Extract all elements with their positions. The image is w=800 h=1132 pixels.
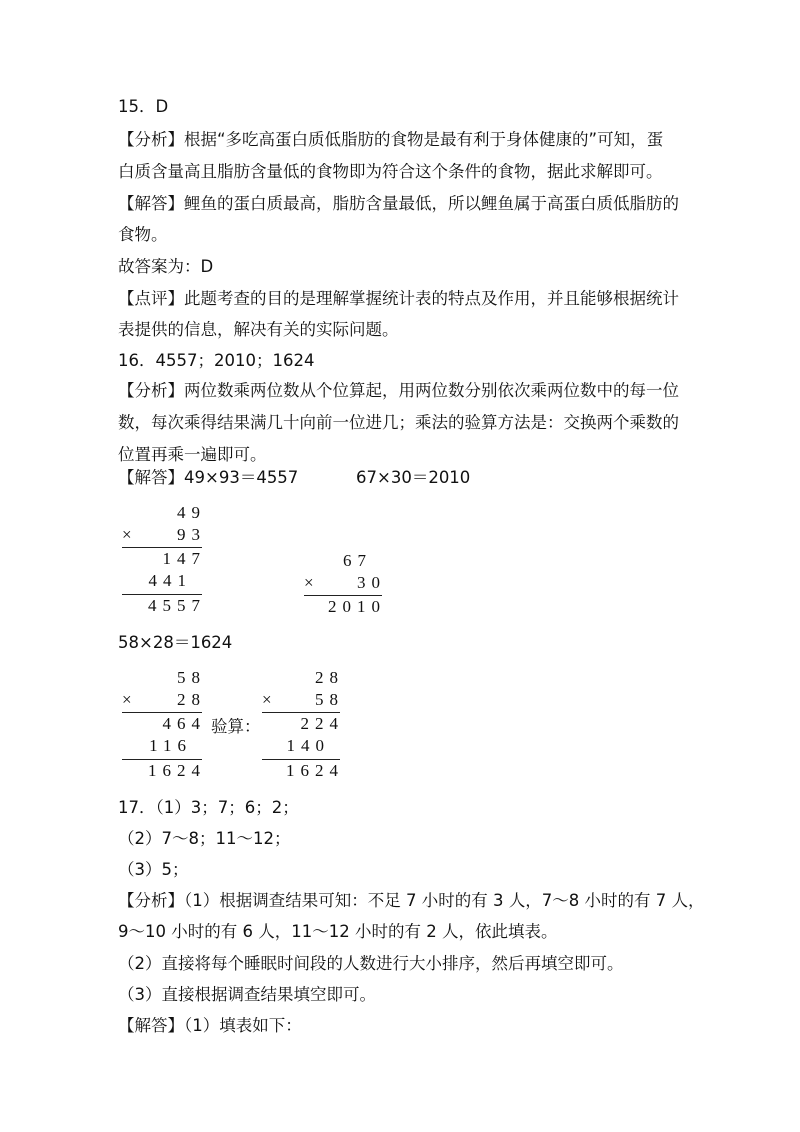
- check-label: 验算：: [211, 717, 261, 736]
- calc-result: 4557: [148, 596, 206, 615]
- q16-answer: 16．4557；2010；1624: [118, 351, 315, 370]
- calc-multiplier: 28: [177, 690, 206, 709]
- q16-solution-eq2: 67×30＝2010: [356, 468, 471, 487]
- calc-multiplicand: 58: [177, 668, 206, 687]
- vertical-calc-67x30: [304, 550, 386, 616]
- q15-solution-line1: 【解答】鲤鱼的蛋白质最高，脂肪含量最低，所以鲤鱼属于高蛋白质低脂肪的: [118, 194, 679, 213]
- multiply-sign: ×: [304, 573, 314, 592]
- calc-result: 2010: [328, 597, 386, 616]
- calc-partial-1: 464: [162, 714, 206, 733]
- q17-analysis-line2: 9～10 小时的有 6 人，11～12 小时的有 2 人，依此填表。: [118, 922, 558, 941]
- q15-solution-line2: 食物。: [118, 225, 168, 244]
- calc-partial-1: 147: [162, 549, 206, 568]
- calc-partial-1: 224: [300, 714, 344, 733]
- q17-answer-3: （3）5；: [118, 860, 189, 879]
- calc-multiplier: 30: [357, 573, 386, 592]
- q15-comment-line2: 表提供的信息，解决有关的实际问题。: [118, 320, 399, 339]
- calc-partial-2: 441: [148, 571, 192, 590]
- q17-analysis-line1: 【分析】（1）根据调查结果可知：不足 7 小时的有 3 人，7～8 小时的有 7 人，: [118, 891, 705, 910]
- q15-final-answer: 故答案为：D: [118, 257, 214, 276]
- multiply-sign: ×: [262, 690, 272, 709]
- q17-answer-2: （2）7～8；11～12；: [118, 829, 291, 848]
- q15-comment-line1: 【点评】此题考查的目的是理解掌握统计表的特点及作用，并且能够根据统计: [118, 289, 679, 308]
- q15-analysis-line2: 白质含量高且脂肪含量低的食物即为符合这个条件的食物，据此求解即可。: [118, 162, 663, 181]
- calc-multiplicand: 49: [177, 503, 206, 522]
- q17-solution: 【解答】（1）填表如下：: [118, 1016, 302, 1035]
- q15-answer: 15．D: [118, 97, 169, 116]
- q15-analysis-line1: 【分析】根据“多吃高蛋白质低脂肪的食物是最有利于身体健康的”可知，蛋: [118, 130, 664, 149]
- calc-partial-2: 116: [149, 736, 192, 755]
- q17-analysis-line4: （3）直接根据调查结果填空即可。: [118, 985, 376, 1004]
- calc-multiplier: 93: [177, 525, 206, 544]
- vertical-calc-49x93: [122, 502, 206, 614]
- q16-solution-eq1: 【解答】49×93＝4557: [118, 468, 299, 487]
- calc-result: 1624: [286, 761, 344, 780]
- q17-answer-1: 17．（1）3；7；6；2；: [118, 798, 299, 817]
- calc-multiplicand: 67: [343, 551, 372, 570]
- q17-analysis-line3: （2）直接将每个睡眠时间段的人数进行大小排序，然后再填空即可。: [118, 954, 624, 973]
- calc-result: 1624: [148, 761, 206, 780]
- vertical-calc-28x58: [262, 667, 344, 779]
- vertical-calc-58x28: [122, 667, 206, 779]
- q16-analysis-line2: 数，每次乘得结果满几十向前一位进几；乘法的验算方法是：交换两个乘数的: [118, 413, 679, 432]
- multiply-sign: ×: [122, 690, 132, 709]
- multiply-sign: ×: [122, 525, 132, 544]
- q16-analysis-line3: 位置再乘一遍即可。: [118, 445, 267, 464]
- calc-partial-2: 140: [286, 736, 330, 755]
- q16-analysis-line1: 【分析】两位数乘两位数从个位算起，用两位数分别依次乘两位数中的每一位: [118, 381, 679, 400]
- q16-eq3: 58×28＝1624: [118, 633, 233, 652]
- calc-multiplicand: 28: [315, 668, 344, 687]
- calc-multiplier: 58: [315, 690, 344, 709]
